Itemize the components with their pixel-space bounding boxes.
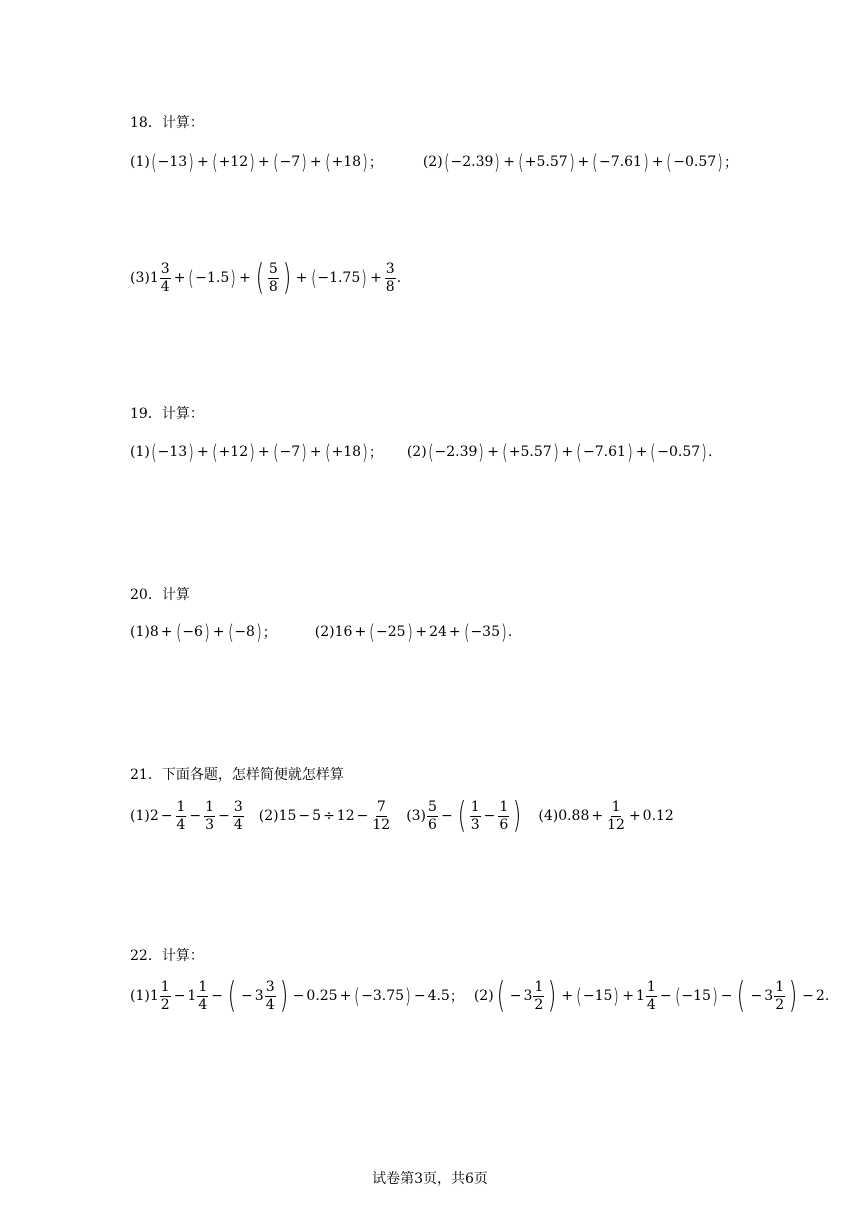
question-20-title: 20．计算 (130, 587, 190, 603)
fraction-numerator: 3 (160, 260, 170, 277)
mixed-whole: 3 (764, 988, 774, 1004)
math-token: − (440, 808, 453, 824)
mixed-number (187, 980, 209, 1012)
close-paren: ) (568, 150, 575, 174)
math-token: −7 (279, 154, 301, 170)
math-token: −1.5 (195, 270, 230, 286)
parenthesized-group (443, 150, 502, 174)
open-paren: ( (175, 620, 182, 644)
fraction-numerator: 1 (205, 798, 215, 815)
mixed-number (764, 980, 786, 1012)
fraction-denominator: 3 (470, 816, 480, 833)
open-paren: ( (150, 150, 157, 174)
math-token: − (356, 808, 369, 824)
sub-question (130, 257, 402, 298)
parenthesized-group (674, 984, 719, 1008)
mixed-whole: 3 (254, 988, 264, 1004)
expression-line (130, 795, 674, 836)
close-paren: ) (494, 150, 501, 174)
mixed-whole: 1 (636, 988, 645, 1004)
math-token: + (354, 624, 367, 640)
math-token: −15 (681, 988, 711, 1004)
close-paren: ) (405, 984, 411, 1008)
mixed-number (636, 980, 658, 1012)
math-token: 0.88 (558, 808, 590, 824)
parenthesized-group (175, 620, 211, 644)
fraction (385, 262, 396, 294)
math-token: − (241, 988, 253, 1004)
math-token: ； (449, 989, 464, 1005)
math-token: + (415, 624, 428, 640)
fraction (197, 980, 208, 1012)
fraction-numerator: 1 (470, 798, 480, 815)
math-token: +12 (218, 154, 249, 170)
sub-question (130, 800, 245, 832)
sub-question-number: (2) (422, 154, 443, 170)
fraction-numerator: 3 (233, 798, 243, 815)
math-token: + (561, 444, 574, 460)
sub-question (130, 150, 383, 174)
close-paren: ) (788, 975, 798, 1016)
open-paren: ( (650, 440, 657, 464)
fraction-numerator: 1 (176, 798, 186, 815)
math-token: +12 (218, 444, 249, 460)
math-token: −13 (157, 444, 188, 460)
fraction-numerator: 3 (385, 260, 395, 277)
math-token: + (295, 270, 308, 286)
math-token: + (651, 154, 664, 170)
sub-question (423, 150, 738, 174)
math-token: + (622, 988, 634, 1004)
open-paren: ( (211, 150, 218, 174)
math-token: . (507, 624, 513, 640)
close-paren: ) (701, 440, 708, 464)
parenthesized-group (501, 440, 560, 464)
math-token: + (628, 808, 641, 824)
fraction-numerator: 1 (646, 978, 656, 995)
open-paren: ( (576, 440, 583, 464)
page-footer: 试卷第3页，共6页 (372, 1171, 488, 1187)
fraction (265, 980, 276, 1012)
math-token: −7.61 (599, 154, 642, 170)
parenthesized-group (427, 440, 486, 464)
math-token: − (218, 808, 230, 824)
math-token: ； (368, 155, 383, 171)
close-paren: ) (478, 440, 485, 464)
fraction-denominator: 12 (607, 816, 625, 833)
mixed-whole: 1 (187, 988, 197, 1004)
math-token: 8 (149, 624, 159, 640)
parenthesized-group (253, 257, 294, 298)
mixed-number (150, 262, 172, 294)
math-token: + (257, 444, 270, 460)
math-token: + (503, 154, 515, 170)
close-paren: ) (249, 440, 255, 464)
parenthesized-group (324, 150, 369, 174)
sub-question (406, 795, 524, 836)
question-19-title: 19．计算： (130, 406, 204, 422)
close-paren: ) (500, 620, 507, 644)
sub-question (130, 440, 383, 464)
math-token: ÷ (323, 808, 335, 824)
fraction (646, 980, 657, 1012)
math-token: − (483, 808, 496, 824)
fraction-numerator: 1 (499, 798, 509, 815)
close-paren: ) (282, 257, 291, 298)
math-token: 4.5 (427, 988, 450, 1004)
math-token: +18 (331, 154, 362, 170)
math-token: −7.61 (583, 444, 626, 460)
close-paren: ) (301, 150, 307, 174)
mixed-whole: 1 (149, 270, 159, 286)
fraction (268, 262, 279, 294)
math-token: + (309, 444, 322, 460)
expression-line (130, 620, 512, 644)
close-paren: ) (203, 620, 210, 644)
parenthesized-group (368, 620, 413, 644)
math-token: −7 (279, 444, 301, 460)
parenthesized-group (272, 150, 308, 174)
mixed-number (150, 980, 172, 1012)
math-token: + (370, 270, 382, 286)
close-paren: ) (717, 150, 724, 174)
math-token: − (292, 988, 305, 1004)
question-22-title: 22．计算： (130, 948, 204, 964)
close-paren: ) (230, 266, 237, 290)
open-paren: ( (150, 440, 157, 464)
open-paren: ( (227, 975, 237, 1016)
open-paren: ( (369, 620, 376, 644)
parenthesized-group (494, 975, 560, 1016)
math-token: + (309, 154, 322, 170)
fraction-denominator: 4 (160, 278, 170, 295)
math-token: −0.57 (657, 444, 701, 460)
parenthesized-group (211, 150, 256, 174)
math-token: . (824, 988, 830, 1004)
open-paren: ( (354, 984, 361, 1008)
math-token: − (750, 988, 763, 1004)
open-paren: ( (255, 257, 265, 298)
math-token: + (635, 444, 648, 460)
fraction-denominator: 12 (372, 816, 391, 833)
close-paren: ) (548, 975, 557, 1016)
sub-question-number: (2) (258, 808, 279, 824)
math-token: ； (262, 625, 277, 641)
math-token: − (802, 988, 814, 1004)
open-paren: ( (496, 975, 505, 1016)
math-token: + (197, 154, 209, 170)
sub-question-number: (2) (314, 624, 335, 640)
math-token: . (396, 270, 402, 286)
parenthesized-group (575, 984, 620, 1008)
mixed-number (255, 980, 277, 1012)
math-token: 5 (312, 808, 322, 824)
close-paren: ) (188, 150, 195, 174)
fraction-numerator: 5 (268, 260, 278, 277)
sub-question (259, 800, 392, 832)
fraction (774, 980, 785, 1012)
fraction-denominator: 6 (499, 816, 509, 833)
fraction-denominator: 4 (176, 816, 186, 833)
open-paren: ( (674, 984, 681, 1008)
parenthesized-group (150, 150, 195, 174)
sub-question (407, 440, 713, 464)
sub-question-number: (1) (130, 988, 150, 1004)
parenthesized-group (575, 440, 634, 464)
sub-question-number: (3) (406, 808, 427, 824)
fraction-denominator: 2 (775, 996, 785, 1013)
open-paren: ( (272, 440, 279, 464)
open-paren: ( (272, 150, 279, 174)
fraction-numerator: 3 (265, 978, 275, 995)
fraction-denominator: 2 (534, 996, 544, 1013)
close-paren: ) (249, 150, 255, 174)
question-18-title: 18．计算： (130, 115, 204, 131)
math-token: + (487, 444, 499, 460)
parenthesized-group (272, 440, 308, 464)
close-paren: ) (279, 975, 288, 1016)
open-paren: ( (324, 150, 331, 174)
sub-question-number: (2) (473, 988, 494, 1004)
fraction (606, 800, 626, 832)
parenthesized-group (455, 795, 525, 836)
math-token: −8 (234, 624, 255, 640)
parenthesized-group (211, 440, 256, 464)
open-paren: ( (211, 440, 218, 464)
close-paren: ) (301, 440, 307, 464)
fraction-numerator: 1 (198, 978, 208, 995)
fraction (204, 800, 215, 832)
math-token: −6 (182, 624, 203, 640)
parenthesized-group (227, 620, 263, 644)
fraction (470, 800, 481, 832)
sub-question (130, 975, 464, 1016)
math-token: −2.39 (450, 154, 494, 170)
math-token: −2.39 (434, 444, 478, 460)
sub-question (315, 620, 513, 644)
close-paren: ) (552, 440, 559, 464)
sub-question (130, 620, 277, 644)
sub-question-number: (1) (130, 624, 150, 640)
parenthesized-group (324, 440, 369, 464)
fraction (160, 262, 171, 294)
math-token: − (211, 988, 223, 1004)
parenthesized-group (517, 150, 576, 174)
math-token: +18 (331, 444, 362, 460)
fraction-numerator: 7 (376, 798, 386, 815)
close-paren: ) (613, 984, 620, 1008)
math-token: 16 (334, 624, 353, 640)
fraction-denominator: 8 (268, 278, 278, 295)
fraction (498, 800, 509, 832)
fraction (533, 980, 544, 1012)
fraction-denominator: 3 (205, 816, 215, 833)
expression-line (130, 975, 830, 1016)
parenthesized-group (187, 266, 237, 290)
math-token: − (659, 988, 672, 1004)
math-token: + (577, 154, 590, 170)
math-token: −13 (157, 154, 188, 170)
math-token: + (561, 988, 574, 1004)
open-paren: ( (666, 150, 673, 174)
parenthesized-group (734, 975, 800, 1016)
close-paren: ) (361, 440, 368, 464)
math-token: + (591, 808, 604, 824)
parenthesized-group (310, 266, 369, 290)
fraction-numerator: 1 (160, 978, 170, 995)
fraction (427, 800, 438, 832)
open-paren: ( (517, 150, 524, 174)
math-token: − (720, 988, 733, 1004)
math-token: − (509, 988, 522, 1004)
fraction-denominator: 8 (385, 278, 395, 295)
math-token: + (197, 444, 209, 460)
math-token: 0.12 (642, 808, 674, 824)
open-paren: ( (427, 440, 434, 464)
math-token: 0.25 (306, 988, 338, 1004)
math-token: 12 (336, 808, 355, 824)
fraction-denominator: 4 (265, 996, 275, 1013)
math-token: − (413, 988, 426, 1004)
close-paren: ) (406, 620, 413, 644)
math-token: − (173, 988, 186, 1004)
close-paren: ) (711, 984, 718, 1008)
sub-question (538, 800, 673, 832)
mixed-number (523, 980, 545, 1012)
open-paren: ( (501, 440, 508, 464)
fraction-denominator: 4 (233, 816, 243, 833)
parenthesized-group (353, 984, 412, 1008)
math-token: −35 (470, 624, 500, 640)
math-token: − (189, 808, 202, 824)
math-token: . (708, 444, 713, 460)
fraction-numerator: 1 (611, 798, 621, 815)
math-token: − (298, 808, 311, 824)
open-paren: ( (227, 620, 234, 644)
open-paren: ( (457, 795, 466, 836)
sub-question-number: (1) (130, 808, 150, 824)
fraction-denominator: 4 (198, 996, 208, 1013)
sub-question (473, 975, 830, 1016)
math-token: −25 (375, 624, 406, 640)
open-paren: ( (592, 150, 599, 174)
fraction (160, 980, 171, 1012)
fraction-numerator: 5 (428, 798, 437, 815)
close-paren: ) (513, 795, 522, 836)
close-paren: ) (255, 620, 262, 644)
close-paren: ) (361, 266, 368, 290)
sub-question-number: (4) (538, 808, 559, 824)
open-paren: ( (310, 266, 317, 290)
fraction-numerator: 1 (534, 978, 544, 995)
fraction (233, 800, 244, 832)
sub-question-number: (2) (406, 444, 427, 460)
math-token: +5.57 (508, 444, 552, 460)
sub-question-number: (1) (130, 154, 150, 170)
sub-question-number: (1) (130, 444, 150, 460)
math-token: + (173, 270, 186, 286)
math-token: + (448, 624, 461, 640)
expression-line (130, 257, 402, 298)
fraction-denominator: 4 (646, 996, 656, 1013)
parenthesized-group (225, 975, 291, 1016)
math-token: ； (724, 155, 738, 171)
open-paren: ( (737, 975, 746, 1016)
math-token: −1.75 (317, 270, 361, 286)
math-token: + (339, 988, 352, 1004)
open-paren: ( (324, 440, 331, 464)
fraction (176, 800, 187, 832)
math-token: + (160, 624, 173, 640)
math-token: + (212, 624, 225, 640)
math-token: 2 (149, 808, 159, 824)
mixed-whole: 1 (149, 988, 159, 1004)
open-paren: ( (463, 620, 470, 644)
open-paren: ( (443, 150, 450, 174)
expression-line (130, 440, 712, 464)
mixed-whole: 3 (523, 988, 533, 1004)
fraction (371, 800, 391, 832)
parenthesized-group (463, 620, 508, 644)
math-token: 2 (815, 988, 825, 1004)
close-paren: ) (188, 440, 195, 464)
open-paren: ( (576, 984, 582, 1008)
open-paren: ( (188, 266, 195, 290)
math-token: ； (368, 445, 383, 461)
close-paren: ) (626, 440, 633, 464)
math-token: + (239, 270, 251, 286)
math-token: −15 (582, 988, 613, 1004)
close-paren: ) (642, 150, 649, 174)
math-token: −0.57 (673, 154, 717, 170)
fraction-denominator: 2 (160, 996, 170, 1013)
fraction-numerator: 1 (775, 978, 785, 995)
sub-question-number: (3) (130, 270, 150, 286)
math-token: − (160, 808, 173, 824)
math-token: +5.57 (524, 154, 568, 170)
math-token: + (257, 154, 270, 170)
fraction-denominator: 6 (428, 816, 437, 833)
parenthesized-group (150, 440, 195, 464)
expression-line (130, 150, 738, 174)
math-token: 15 (278, 808, 297, 824)
question-21-title: 21．下面各题，怎样简便就怎样算 (130, 767, 344, 783)
close-paren: ) (361, 150, 368, 174)
parenthesized-group (649, 440, 708, 464)
parenthesized-group (665, 150, 724, 174)
math-token: 24 (429, 624, 447, 640)
math-token: −3.75 (361, 988, 405, 1004)
parenthesized-group (591, 150, 650, 174)
